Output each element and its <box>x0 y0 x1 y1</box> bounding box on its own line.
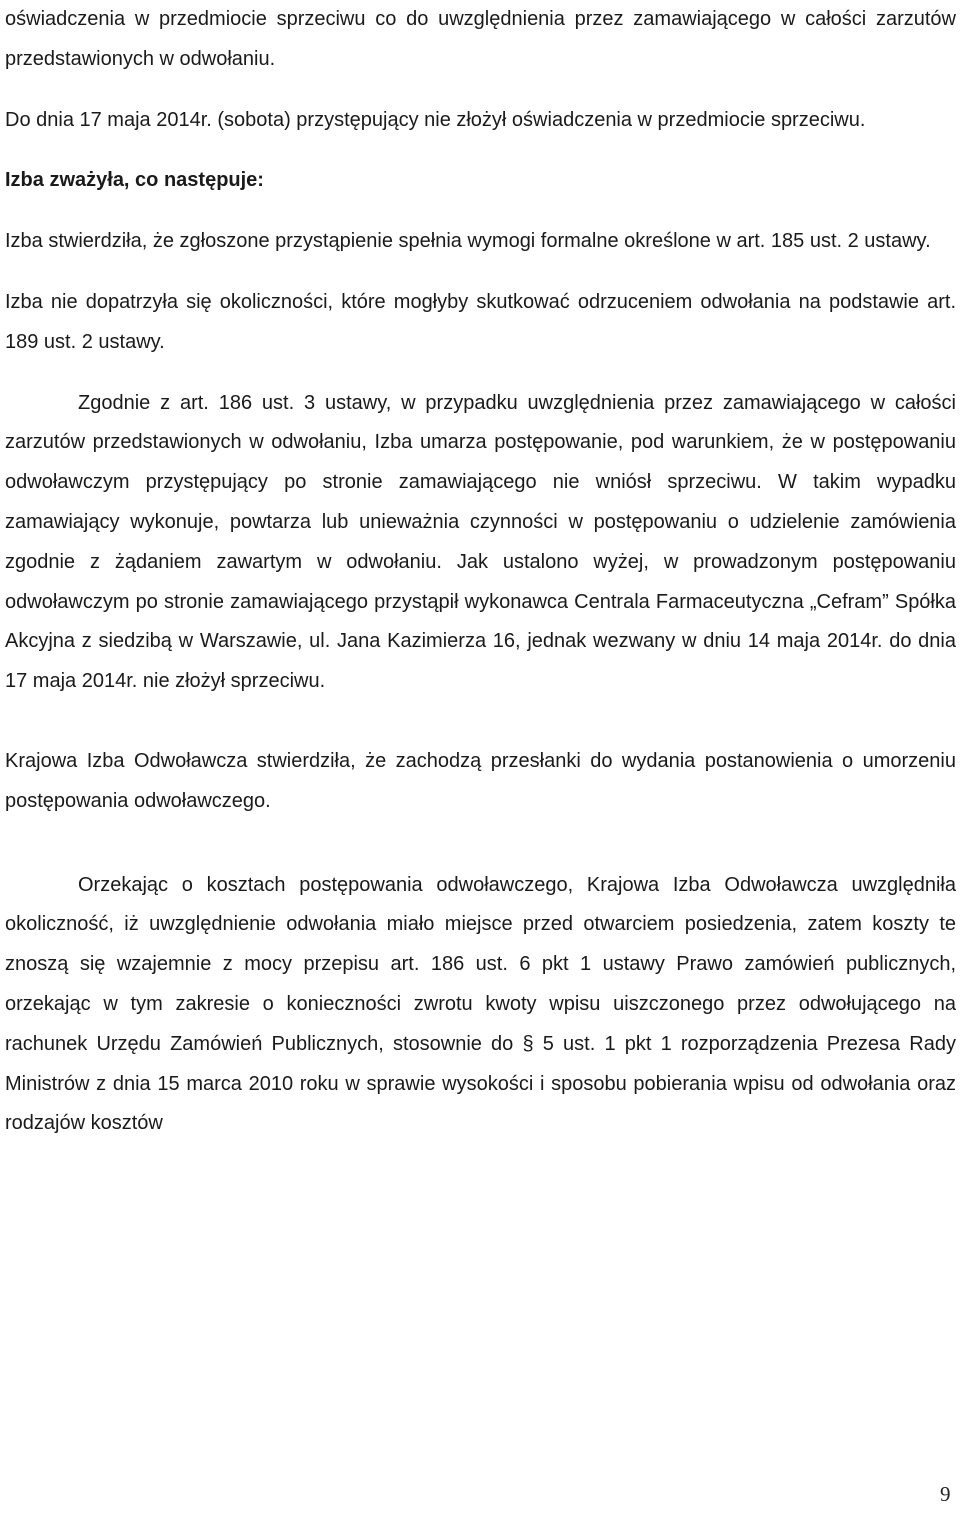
paragraph-2: Do dnia 17 maja 2014r. (sobota) przystępujący nie złożył oświadczenia w przedmiocie sprzeciwu. <box>5 108 866 131</box>
spacer <box>5 702 956 742</box>
spacer <box>5 363 956 384</box>
document-page <box>5 0 956 1144</box>
spacer <box>5 80 956 101</box>
paragraph-4: Izba nie dopatrzyła się okoliczności, które mogłyby skutkować odrzuceniem odwołania na podstawie art. 189 ust. 2 ustawy. <box>5 290 956 353</box>
spacer <box>5 822 956 866</box>
paragraph-5: Zgodnie z art. 186 ust. 3 ustawy, w przypadku uwzględnienia przez zamawiającego w całości zarzutów przedstawionych w odwołaniu, Izba umarza postępowanie, pod warunkiem, że w postępowaniu odwoławczym przystępujący po stronie zamawiającego nie wniósł sprzeciwu. W takim wypadku zamawiający wykonuje, powtarza lub unieważnia czynności w postępowaniu o udzielenie zamówienia zgodnie z żądaniem zawartym w odwołaniu. Jak ustalono wyżej, w prowadzonym postępowaniu odwoławczym po stronie zamawiającego przystąpił wykonawca Centrala Farmaceutyczna „Cefram” Spółka Akcyjna z siedzibą w Warszawie, ul. Jana Kazimierza 16, jednak wezwany w dniu 14 maja 2014r. do dnia 17 maja 2014r. nie złożył sprzeciwu. <box>5 391 956 693</box>
spacer <box>5 201 956 222</box>
paragraph-6: Krajowa Izba Odwoławcza stwierdziła, że zachodzą przesłanki do wydania postanowienia o umorzeniu postępowania odwoławczego. <box>5 749 956 812</box>
section-heading: Izba zważyła, co następuje: <box>5 169 264 192</box>
paragraph-7: Orzekając o kosztach postępowania odwoławczego, Krajowa Izba Odwoławcza uwzględniła okoliczność, iż uwzględnienie odwołania miało miejsce przed otwarciem posiedzenia, zatem koszty te znoszą się wzajemnie z mocy przepisu art. 186 ust. 6 pkt 1 ustawy Prawo zamówień publicznych, orzekając w tym zakresie o konieczności zwrotu kwoty wpisu uiszczonego przez odwołującego na rachunek Urzędu Zamówień Publicznych, stosownie do § 5 ust. 1 pkt 1 rozporządzenia Prezesa Rady Ministrów z dnia 15 marca 2010 roku w sprawie wysokości i sposobu pobierania wpisu od odwołania oraz rodzajów kosztów <box>5 873 956 1135</box>
paragraph-1: oświadczenia w przedmiocie sprzeciwu co do uwzględnienia przez zamawiającego w całości zarzutów przedstawionych w odwołaniu. <box>5 8 956 70</box>
spacer <box>5 140 956 161</box>
paragraph-3: Izba stwierdziła, że zgłoszone przystąpienie spełnia wymogi formalne określone w art. 185 ust. 2 ustawy. <box>5 230 931 253</box>
spacer <box>5 262 956 283</box>
page-number: 9 <box>940 1482 951 1506</box>
